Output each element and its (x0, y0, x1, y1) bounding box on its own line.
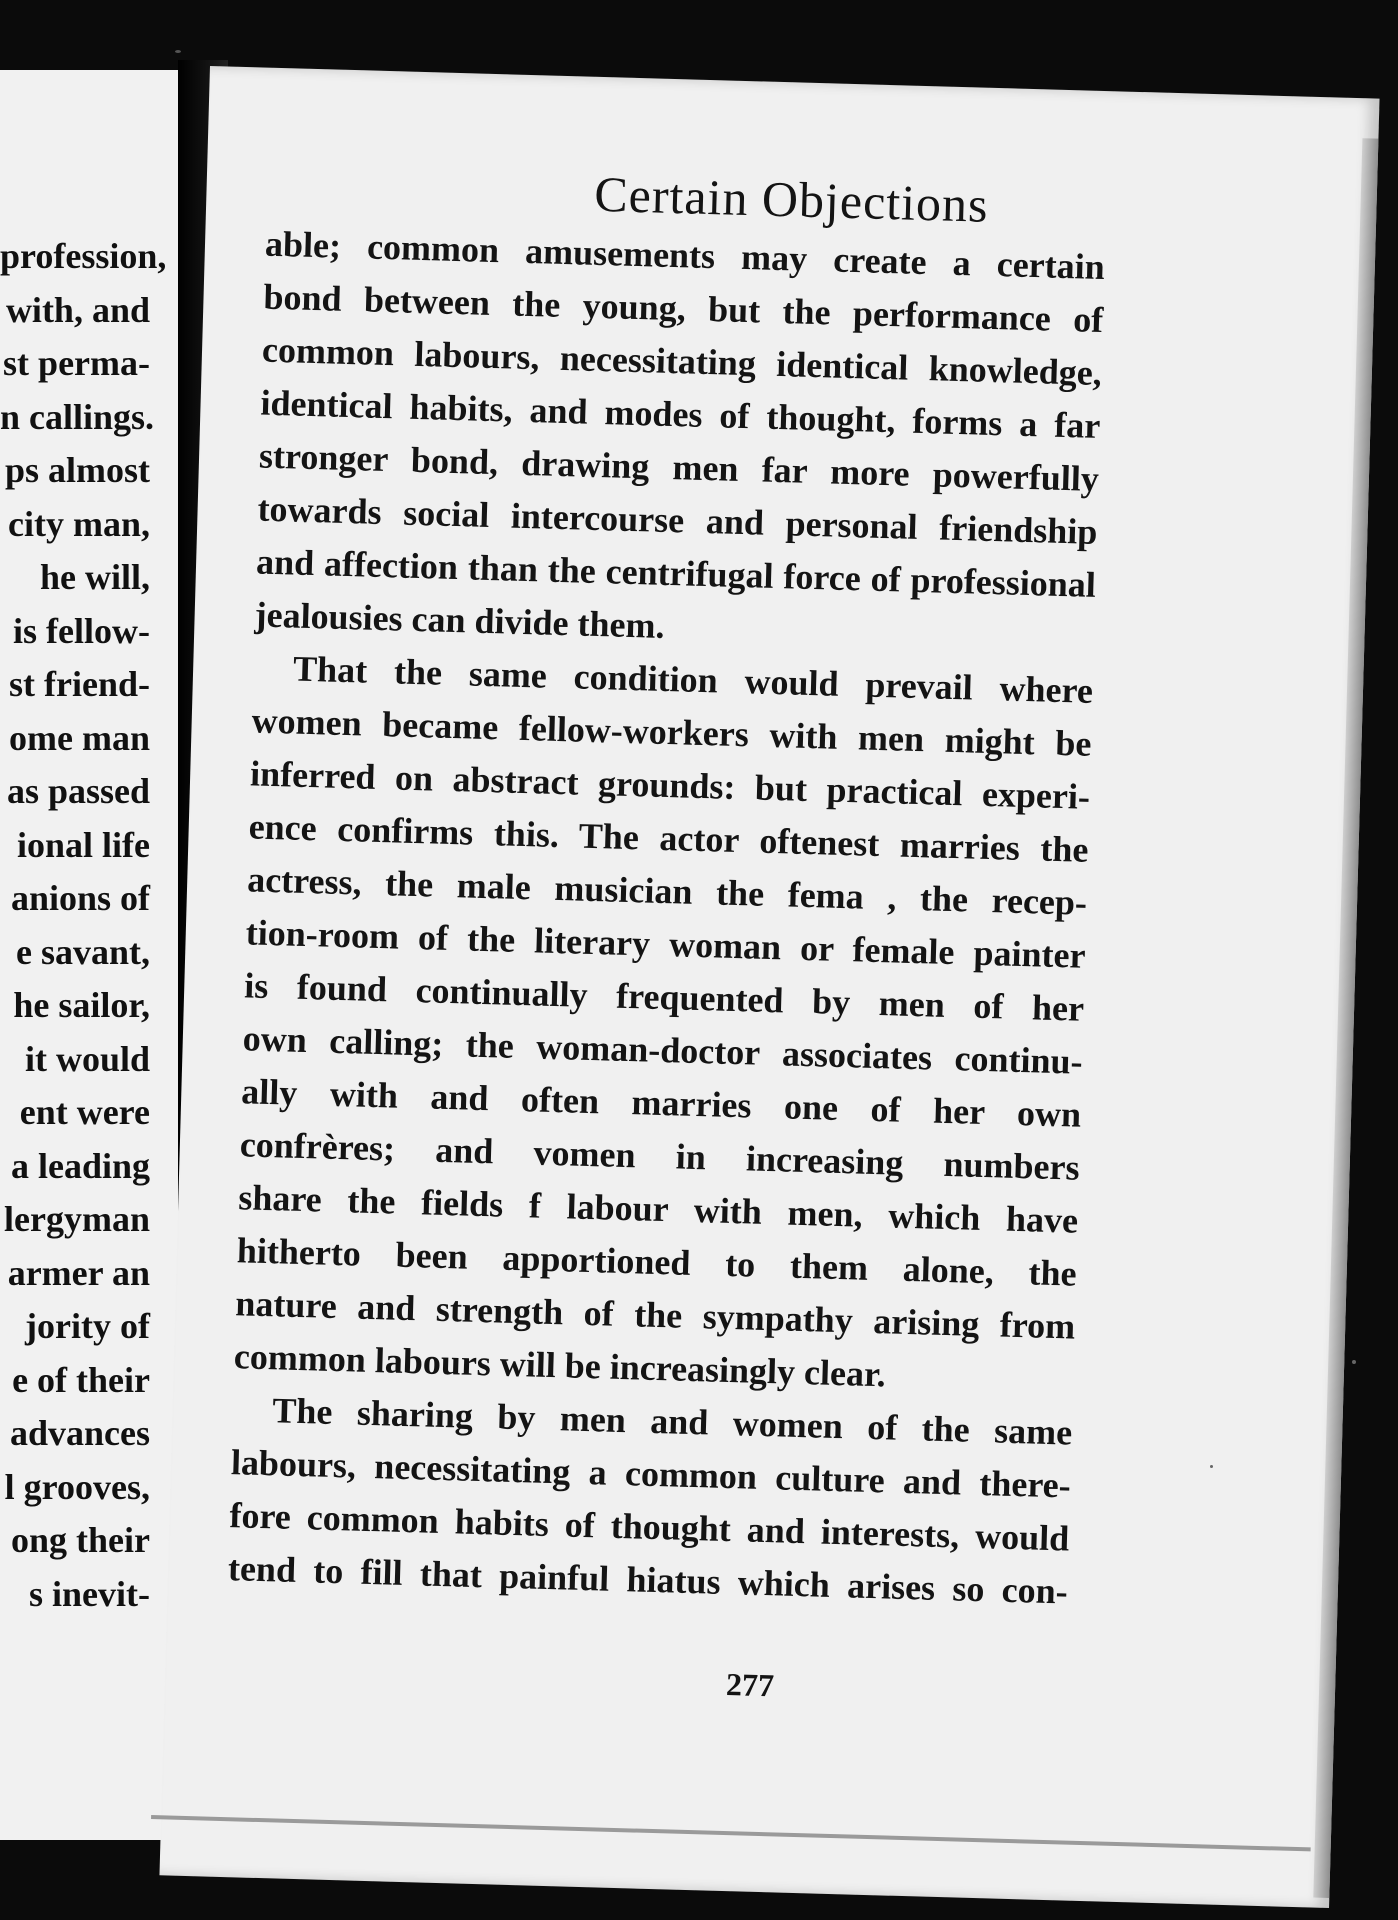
text-line: he will, (39, 557, 150, 597)
text-line: common labours will be increasingly clear. (233, 1336, 887, 1395)
text-line: s inevit- (29, 1573, 150, 1614)
text-line: inferred on abstract grounds: but practical experi- (249, 753, 1091, 817)
text-line: lergyman (4, 1199, 150, 1239)
scan-speck (175, 50, 181, 53)
text-line: advances (9, 1413, 150, 1453)
text-line: nature and strength of the sympathy arising from (234, 1283, 1076, 1347)
text-line: with, and (5, 289, 150, 330)
text-line: l grooves, (4, 1466, 150, 1507)
text-line: That the same condition would prevail where (292, 648, 1094, 711)
text-line: share the fields f labour with men, which have (237, 1177, 1079, 1241)
text-line: ence confirms this. The actor oftenest marries the (248, 806, 1090, 870)
scan-speck (1210, 1465, 1213, 1468)
page-bottom-edge (151, 1815, 1311, 1851)
text-line: st friend- (9, 664, 150, 704)
text-line: armer an (7, 1252, 150, 1293)
text-line: st perma- (3, 343, 150, 383)
text-line: ps almost (4, 450, 150, 490)
previous-page-text (0, 230, 180, 1621)
text-line: women became fellow-workers with men might be (251, 700, 1092, 764)
text-line: tend to fill that painful hiatus which arises so con- (227, 1548, 1069, 1612)
text-line: profession, (0, 236, 167, 276)
text-line: fore common habits of thought and interests, would (228, 1495, 1070, 1559)
text-line: confrères; and vomen in increasing numbers (239, 1124, 1081, 1188)
text-line: ent were (19, 1092, 150, 1132)
text-line: bond between the young, but the performance of (263, 276, 1104, 341)
text-line: labours, necessitating a common culture and there- (230, 1442, 1072, 1506)
text-line: e savant, (16, 931, 150, 972)
text-line: stronger bond, drawing men far more powerfully (258, 435, 1100, 499)
body-text (227, 218, 1105, 1619)
text-line: it would (24, 1038, 150, 1079)
running-head: Certain Objections (593, 165, 990, 233)
text-line: ome man (9, 717, 150, 758)
text-line: is fellow- (13, 610, 150, 651)
text-line: able; common amusements may create a certain (264, 223, 1106, 288)
text-line: as passed (6, 771, 150, 811)
text-line: common labours, necessitating identical knowledge, (261, 329, 1103, 394)
text-line: city man, (8, 503, 150, 544)
text-line: ional life (17, 824, 150, 865)
scan-speck (1352, 1360, 1356, 1364)
text-line: hitherto been apportioned to them alone, the (236, 1230, 1078, 1294)
text-line: identical habits, and modes of thought, forms a far (260, 382, 1101, 446)
book-page (159, 66, 1379, 1908)
text-line: towards social intercourse and personal friendship (257, 488, 1098, 552)
text-line: a leading (10, 1145, 150, 1186)
text-line: tion-room of the literary woman or female painter (245, 912, 1087, 976)
previous-page-fragment (0, 70, 180, 1840)
text-line: e of their (12, 1359, 150, 1400)
text-line: jority of (25, 1306, 150, 1346)
text-line: actress, the male musician the fema , the recep- (246, 859, 1088, 923)
text-line: he sailor, (13, 985, 150, 1025)
text-line: and affection than the centrifugal force of professional (255, 541, 1097, 605)
text-line: anions of (10, 878, 150, 918)
text-line: ong their (11, 1520, 150, 1560)
text-line: ally with and often marries one of her own (240, 1071, 1082, 1135)
text-line: is found continually frequented by men of her (243, 965, 1085, 1029)
text-line: own calling; the woman-doctor associates continu- (242, 1018, 1084, 1082)
text-line: n callings. (0, 396, 155, 437)
text-line: The sharing by men and women of the same (271, 1390, 1073, 1453)
page-edge (1313, 138, 1378, 1898)
page-number: 277 (725, 1666, 775, 1704)
text-line: jealousies can divide them. (254, 594, 666, 646)
